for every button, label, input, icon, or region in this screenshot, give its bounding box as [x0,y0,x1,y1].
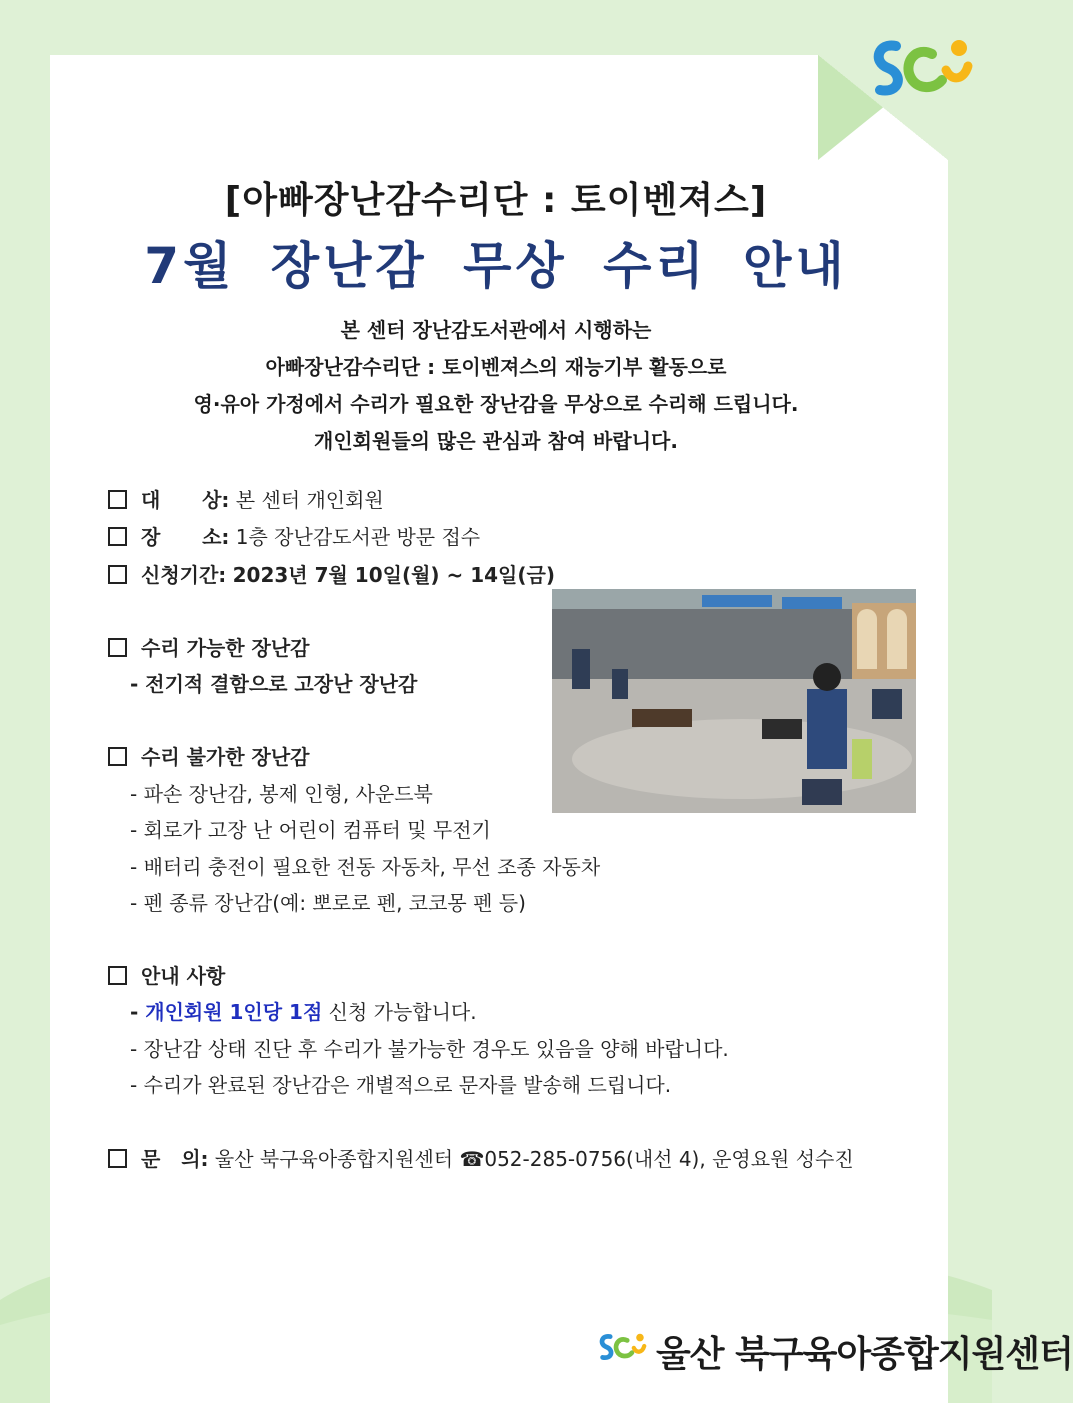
period-label: 신청기간: [141,563,227,587]
contact-label: 문 의: [141,1147,209,1171]
intro-line: 영·유아 가정에서 수리가 필요한 장난감을 무상으로 수리해 드립니다. [193,392,799,416]
not-repairable-heading-text: 수리 불가한 장난감 [141,745,310,769]
repairable-heading-text: 수리 가능한 장난감 [141,636,310,660]
notice-heading [108,960,225,989]
not-repairable-item: - 파손 장난감, 봉제 인형, 사운드북 [130,782,433,806]
place-label: 장 소: [141,525,230,549]
subtitle: [아빠장난감수리단 : 토이벤져스] [224,180,768,221]
notice-item-rest: 신청 가능합니다. [322,1000,477,1024]
notice-heading-text: 안내 사항 [141,964,226,988]
contact-value: 울산 북구육아종합지원센터 ☎052-285-0756(내선 4), 운영요원 성수진 [214,1147,854,1171]
target-row [108,484,384,513]
notice-highlight: 개인회원 1인당 1점 [145,1000,323,1024]
checkbox-square-icon [108,966,127,985]
checkbox-square-icon [108,490,127,509]
repairable-heading [108,632,310,661]
page-title: 7월 장난감 무상 수리 안내 [144,237,848,295]
volunteers-photo [552,589,916,813]
place-value: 1층 장난감도서관 방문 접수 [235,525,481,549]
not-repairable-heading [108,741,310,770]
checkbox-square-icon [108,527,127,546]
intro-text [0,312,992,460]
contact-row [108,1143,854,1172]
place-row [108,521,480,550]
checkbox-square-icon [108,638,127,657]
intro-line: 개인회원들의 많은 관심과 참여 바랍니다. [314,429,678,453]
period-value: 2023년 7월 10일(월) ~ 14일(금) [232,563,555,587]
not-repairable-item: - 배터리 충전이 필요한 전동 자동차, 무선 조종 자동차 [130,855,601,879]
notice-dash: - [130,1000,146,1024]
notice-item: - 장난감 상태 진단 후 수리가 불가능한 경우도 있음을 양해 바랍니다. [130,1037,729,1061]
not-repairable-item: - 회로가 고장 난 어린이 컴퓨터 및 무전기 [130,818,491,842]
notice-item [130,996,477,1025]
target-value: 본 센터 개인회원 [235,488,384,512]
checkbox-square-icon [108,1149,127,1168]
not-repairable-item: - 펜 종류 장난감(예: 뽀로로 펜, 코코몽 펜 등) [130,891,526,915]
target-label: 대 상: [141,488,230,512]
notice-item: - 수리가 완료된 장난감은 개별적으로 문자를 발송해 드립니다. [130,1073,672,1097]
period-row [108,559,555,588]
center-logo-icon [596,1322,648,1372]
intro-line: 아빠장난감수리단 : 토이벤져스의 재능기부 활동으로 [265,355,727,379]
checkbox-square-icon [108,565,127,584]
organization-name: 울산 북구육아종합지원센터 [656,1334,1073,1375]
repairable-item: - 전기적 결함으로 고장난 장난감 [130,672,418,696]
checkbox-square-icon [108,747,127,766]
intro-line: 본 센터 장난감도서관에서 시행하는 [340,318,652,342]
center-logo-icon [866,32,976,104]
